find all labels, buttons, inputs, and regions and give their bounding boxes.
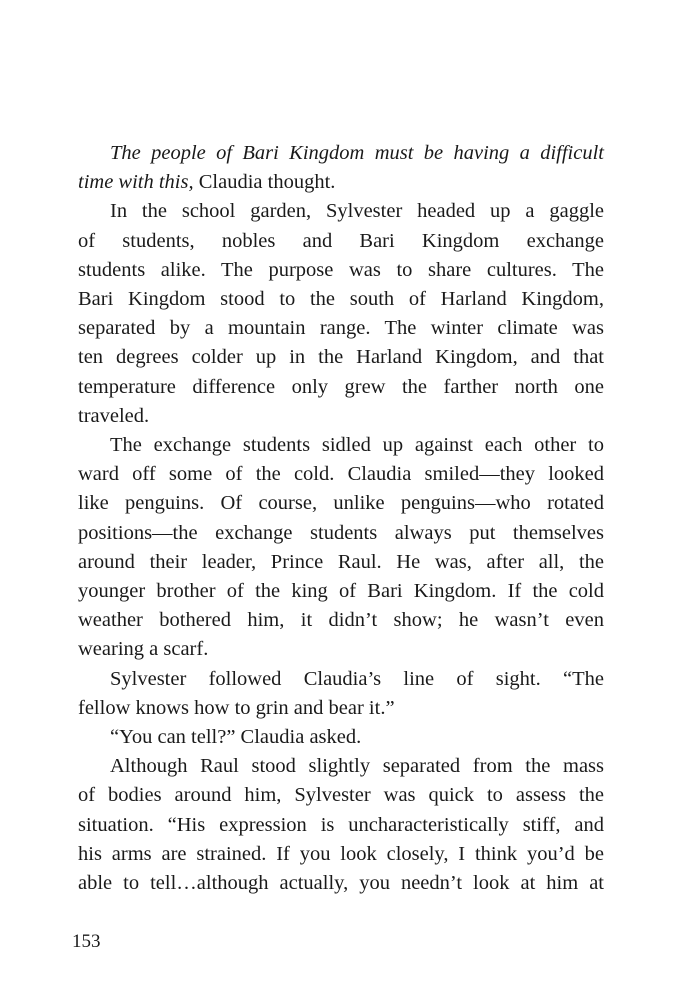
body-text: of bodies around him, Sylvester was quick to assess the [78,784,604,807]
page-number: 153 [72,931,101,952]
text-line [78,577,604,606]
text-line [78,489,604,518]
body-text: In the school garden, Sylvester headed up a gaggle [110,200,604,223]
body-text: younger brother of the king of Bari Kingdom. If the cold [78,580,604,603]
text-line [78,197,604,226]
body-text: fellow knows how to grin and bear it.” [78,696,395,719]
text-line [78,343,604,372]
body-text: separated by a mountain range. The winter climate was [78,317,604,340]
body-text: situation. “His expression is uncharacteristically stiff, and [78,813,604,836]
text-line [78,460,604,489]
body-text: The exchange students sidled up against each other to [110,434,604,457]
text-line [78,431,604,460]
text-line [78,373,604,402]
body-text: Although Raul stood slightly separated from the mass [110,755,604,778]
text-line [78,519,604,548]
text-line [78,256,604,285]
text-line [78,402,604,431]
body-text: Sylvester followed Claudia’s line of sight. “The [110,667,604,690]
page-text [78,139,604,898]
body-text: students alike. The purpose was to share cultures. The [78,258,604,281]
italic-text: time with this, [78,171,194,194]
body-text: Bari Kingdom stood to the south of Harland Kingdom, [78,288,604,311]
body-text: ward off some of the cold. Claudia smiled—they looked [78,463,604,486]
text-line [78,665,604,694]
body-text: around their leader, Prince Raul. He was, after all, the [78,550,604,573]
text-line [78,752,604,781]
text-line [78,869,604,898]
body-text: traveled. [78,404,150,427]
text-line [78,781,604,810]
body-text: “You can tell?” Claudia asked. [110,726,362,749]
body-text: able to tell…although actually, you needn’t look at him at [78,872,604,895]
text-line [78,314,604,343]
body-text: Claudia thought. [193,171,336,194]
text-line [78,606,604,635]
text-line [78,548,604,577]
body-text: weather bothered him, it didn’t show; he wasn’t even [78,609,604,632]
text-line [78,811,604,840]
text-line [78,840,604,869]
body-text: positions—the exchange students always put themselves [78,521,604,544]
body-text: wearing a scarf. [78,638,209,661]
text-line [78,285,604,314]
body-text: temperature difference only grew the farther north one [78,375,604,398]
body-text: of students, nobles and Bari Kingdom exchange [78,229,604,252]
body-text: his arms are strained. If you look closely, I think you’d be [78,842,604,865]
body-text: like penguins. Of course, unlike penguins—who rotated [78,492,604,515]
body-text: ten degrees colder up in the Harland Kingdom, and that [78,346,604,369]
text-line [78,694,604,723]
text-line [78,227,604,256]
text-line [78,139,604,168]
text-line [78,168,604,197]
italic-text: The people of Bari Kingdom must be having a difficult [110,142,604,164]
text-line [78,723,604,752]
text-line [78,635,604,664]
